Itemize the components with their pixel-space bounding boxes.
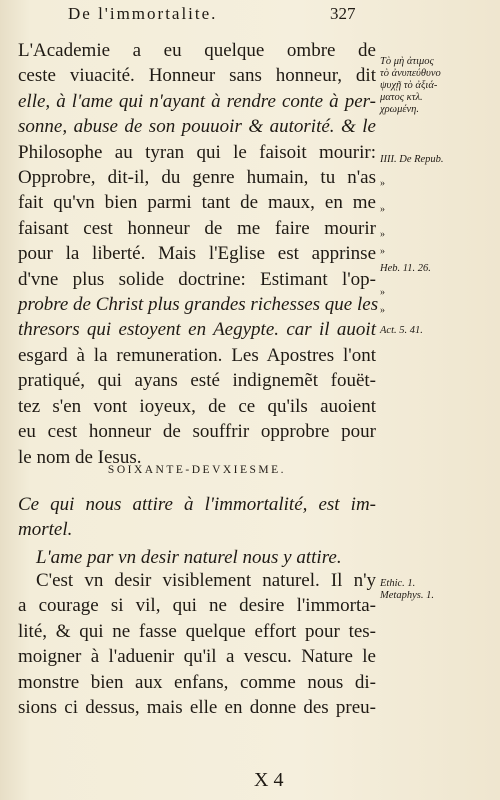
text-line: tez s'en vont ioyeux, de ce qu'ils auoient [18, 395, 376, 417]
text-line: faisant cest honneur de me faire mourir [18, 217, 376, 239]
text-line: sions ci dessus, mais elle en donne des preu- [18, 697, 376, 719]
greek-line: Τὸ μὴ ἀτιμος [380, 56, 434, 67]
quote-mark: » [380, 178, 385, 189]
text-line: L'Academie a eu quelque ombre de [18, 40, 376, 61]
quote-mark: » [380, 246, 385, 257]
text-line: a courage si vil, qui ne desire l'immorta- [18, 595, 376, 617]
text-line: elle, à l'ame qui n'ayant à rendre conte à per- [18, 90, 376, 112]
signature-mark: X 4 [254, 769, 284, 791]
page-number: 327 [330, 4, 356, 23]
text-line: lité, & qui ne fasse quelque effort pour tes- [18, 620, 376, 642]
text-line: esgard à la remuneration. Les Apostres l'ont [18, 344, 376, 366]
heading-line: Ce qui nous attire à l'immortalité, est im- [18, 494, 376, 515]
text-line: Opprobre, dit-il, du genre humain, tu n'as [18, 167, 376, 189]
text-line: sonne, abuse de son pouuoir & autorité. & le [18, 116, 376, 138]
running-header [68, 4, 368, 28]
text-line: moigner à l'aduenir qu'il a vescu. Nature le [18, 646, 376, 668]
text-line: fait qu'vn bien parmi tant de maux, en me [18, 192, 376, 214]
text-line: thresors qui estoyent en Aegypte. car il auoit [18, 319, 376, 341]
text-line: eu cest honneur de souffrir opprobre pour [18, 421, 376, 443]
greek-line: χρωμένη. [380, 104, 419, 115]
ref-line: Metaphys. 1. [380, 590, 434, 601]
greek-line: τὸ ἀνυπεύθυνο [380, 68, 441, 79]
text-line: ceste viuacité. Honneur sans honneur, dit [18, 65, 376, 87]
heading-line: mortel. [18, 519, 73, 541]
text-line: pratiqué, qui ayans esté indignemẽt fouët- [18, 370, 376, 392]
text-line: C'est vn desir visiblement naturel. Il n'y [36, 570, 376, 591]
quote-mark: » [380, 229, 385, 240]
paragraph-2 [18, 568, 376, 720]
greek-line: ψυχῇ τὸ ἀξιά- [380, 80, 438, 91]
text-line: d'vne plus solide doctrine: Estimant l'op- [18, 268, 376, 290]
text-line: le nom de Iesus. [18, 446, 142, 468]
greek-line: ματος κτλ. [380, 92, 423, 103]
text-line: pour la liberté. Mais l'Eglise est apprinse [18, 243, 376, 265]
chapter-heading [18, 492, 376, 543]
margin-note-greek [380, 56, 490, 116]
paragraph-1 [18, 38, 379, 470]
text-line: monstre bien aux enfans, comme nous di- [18, 671, 376, 693]
ref-line: Ethic. 1. [380, 578, 416, 589]
quote-mark: » [380, 204, 385, 215]
margin-note-ref [380, 578, 490, 602]
section-title: SOIXANTE-DEVXIESME. [107, 464, 287, 476]
running-title: De l'immortalite. [68, 4, 218, 23]
quote-mark: » [380, 287, 385, 298]
quote-mark: » [380, 305, 385, 316]
margin-note-ref: Act. 5. 41. [380, 325, 423, 336]
text-line: Philosophe au tyran qui le faisoit mourir: [18, 141, 376, 163]
margin-note-ref: Heb. 11. 26. [380, 263, 431, 274]
text-line: probre de Christ plus grandes richesses que les [18, 294, 379, 316]
heading-line: L'ame par vn desir naturel nous y attire. [36, 547, 342, 568]
margin-note-ref: IIII. De Repub. [380, 154, 444, 165]
subheading [18, 545, 376, 570]
